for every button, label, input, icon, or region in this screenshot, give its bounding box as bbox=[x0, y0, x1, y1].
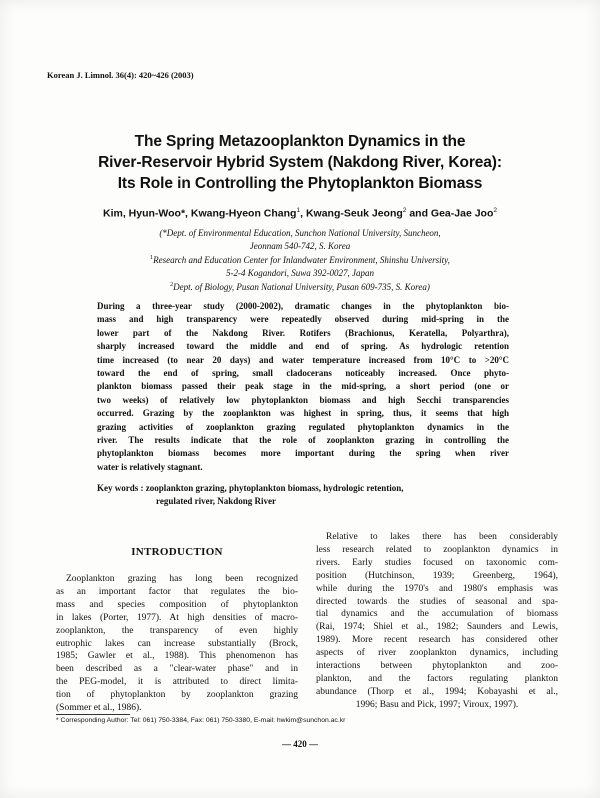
title-line-3: Its Role in Controlling the Phytoplankton Biomass bbox=[117, 175, 483, 192]
text-line: eutrophic lakes can increase substantially (Brock, bbox=[56, 638, 298, 649]
footnote-divider bbox=[56, 714, 130, 715]
text-line: abundance (Thorp et al., 1994; Kobayashi et al., bbox=[316, 686, 558, 697]
abstract-line: time increased (to near 20 days) and water temperature increased from 10°C to >20°C bbox=[97, 354, 509, 365]
text-line: 1989). More recent research has considered other bbox=[316, 635, 558, 646]
text-line: position (Hutchinson, 1939; Greenberg, 1964), bbox=[316, 570, 558, 581]
author-1: Kim, Hyun-Woo*, Kwang-Hyeon Chang bbox=[103, 207, 297, 220]
text-line: the PEG-model, it is attributed to direct limita- bbox=[56, 677, 298, 688]
page-number: — 420 — bbox=[282, 739, 318, 749]
abstract-line: mass and high transparency were repeatedly observed during mid-spring in the bbox=[97, 314, 509, 325]
text-line: 1996; Basu and Pick, 1997; Viroux, 1997). bbox=[355, 699, 519, 710]
left-column-paragraph bbox=[56, 573, 298, 715]
title-line-2: River-Reservoir Hybrid System (Nakdong River, Korea): bbox=[98, 154, 502, 171]
abstract-line: sharply increased toward the middle and end of spring. As hydrologic retention bbox=[97, 341, 509, 352]
text-line: less research related to zooplankton dynamics in bbox=[316, 544, 558, 555]
text-line: Zooplankton grazing has long been recognized bbox=[66, 574, 298, 584]
affiliation-line-3-text: Research and Education Center for Inlandwater Environment, Shinshu University, bbox=[153, 255, 450, 266]
text-line: while during the 1970's and 1980's emphasis was bbox=[316, 583, 558, 594]
affiliation-line-1: (*Dept. of Environmental Education, Sunchon National University, Suncheon, bbox=[159, 228, 441, 238]
text-line: directed towards the studies of seasonal and spa- bbox=[316, 596, 558, 607]
abstract bbox=[97, 300, 509, 474]
text-line: aspects of river zooplankton dynamics, including bbox=[316, 648, 558, 659]
right-column-paragraph bbox=[316, 531, 558, 712]
affiliation-mark-1: 1 bbox=[150, 255, 154, 262]
title-line-1: The Spring Metazooplankton Dynamics in the bbox=[134, 133, 466, 150]
text-line: mass and species composition of phytoplankton bbox=[56, 599, 298, 610]
text-line: (Sommer et al., 1986). bbox=[56, 703, 142, 714]
abstract-line: two weeks) of relatively low phytoplankton biomass and high Secchi transparencies bbox=[97, 394, 509, 405]
affiliation-line-5-text: Dept. of Biology, Pusan National University, Pusan 609-735, S. Korea) bbox=[173, 282, 430, 293]
keywords bbox=[97, 482, 517, 509]
abstract-line: phytoplankton biomass becomes more important during the spring when river bbox=[97, 448, 509, 459]
abstract-line: toward the end of spring, small cladocerans noticeably increased. Once phyto- bbox=[97, 368, 509, 379]
keywords-line-1: Key words : zooplankton grazing, phytoplankton biomass, hydrologic retention, bbox=[97, 483, 404, 493]
text-line: as an important factor that regulates the bio- bbox=[56, 586, 298, 597]
corresponding-author-footnote: * Corresponding Author: Tel: 061) 750-3384, Fax: 061) 750-3380, E-mail: hwkim@sunchon.ac.kr bbox=[56, 717, 346, 724]
affiliation-line-5 bbox=[40, 279, 560, 294]
journal-reference: Korean J. Limnol. 36(4): 420~426 (2003) bbox=[47, 70, 194, 80]
author-list bbox=[40, 207, 560, 220]
text-line: zooplankton, the transparency of even highly bbox=[56, 625, 298, 636]
text-line: Relative to lakes there has been considerably bbox=[326, 532, 558, 542]
text-line: (Rai, 1974; Shiel et al., 1982; Saunders and Lewis, bbox=[316, 622, 558, 633]
keywords-line-2: regulated river, Nakdong River bbox=[156, 496, 276, 507]
abstract-line: grazing activities of zooplankton grazing regulated phytoplankton dynamics in the bbox=[97, 421, 509, 432]
affiliation-line-4: 5-2-4 Kogandori, Suwa 392-0027, Japan bbox=[226, 267, 374, 278]
abstract-line: river. The results indicate that the role of zooplankton grazing in controlling the bbox=[97, 435, 509, 446]
text-line: interactions between phytoplankton and zoo- bbox=[316, 661, 558, 672]
abstract-line: plankton biomass passed their peak stage in the mid-spring, a short period (one or bbox=[97, 381, 509, 392]
text-line: tion of phytoplankton by zooplankton grazing bbox=[56, 690, 298, 701]
abstract-line: water is relatively stagnant. bbox=[97, 461, 203, 472]
abstract-line: During a three-year study (2000-2002), dramatic changes in the phytoplankton bio- bbox=[97, 301, 509, 311]
author-2-affiliation-mark: 2 bbox=[402, 207, 407, 214]
author-1-affiliation-mark: 1 bbox=[296, 207, 301, 214]
affiliation-line-2: Jeonnam 540-742, S. Korea bbox=[249, 240, 351, 251]
text-line: 1985; Gawler et al., 1988). This phenomenon has bbox=[56, 651, 298, 662]
abstract-line: lower part of the Nakdong River. Rotifers (Brachionus, Keratella, Polyarthra), bbox=[97, 327, 509, 338]
author-2: , Kwang-Seuk Jeong bbox=[300, 207, 403, 220]
abstract-line: occurred. Grazing by the zooplankton was highest in spring, thus, it seems that high bbox=[97, 408, 509, 419]
section-heading-introduction: INTRODUCTION bbox=[131, 546, 223, 558]
author-3: and Gea-Jae Joo bbox=[406, 207, 494, 220]
affiliation-line-3 bbox=[40, 252, 560, 267]
paper-title bbox=[40, 131, 560, 194]
text-line: plankton, and the factors regulating plankton bbox=[316, 673, 558, 684]
text-line: tial dynamics and the accumulation of biomass bbox=[316, 609, 558, 620]
text-line: rivers. Early studies focused on taxonomic com- bbox=[316, 557, 558, 568]
text-line: been described as a "clear-water phase" and in bbox=[56, 664, 298, 675]
affiliation-mark-2: 2 bbox=[170, 282, 174, 289]
text-line: in lakes (Porter, 1977). At high densities of macro- bbox=[56, 612, 298, 623]
author-3-affiliation-mark: 2 bbox=[493, 207, 497, 214]
affiliations bbox=[40, 227, 560, 294]
